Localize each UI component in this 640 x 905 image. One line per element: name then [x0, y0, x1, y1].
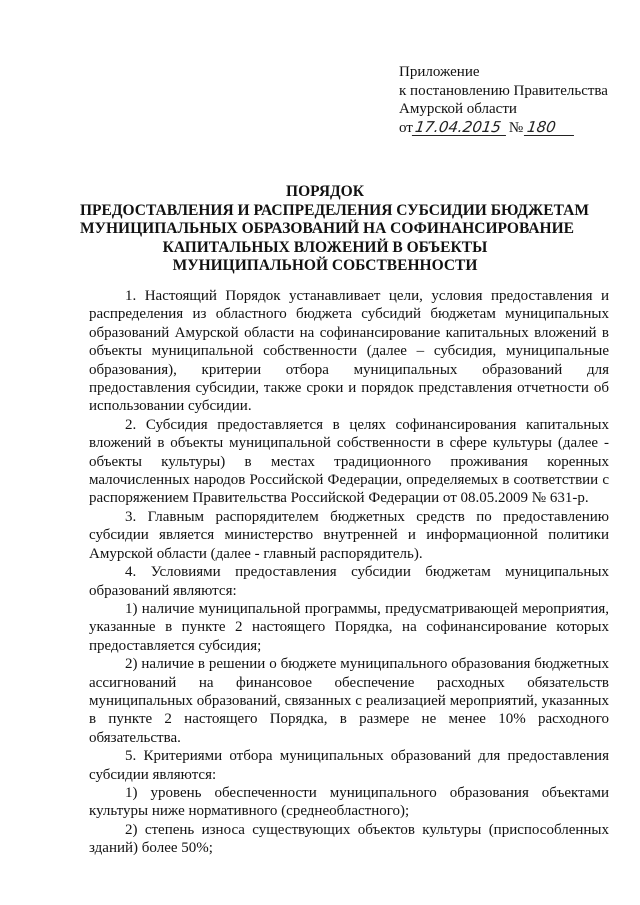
title-line: ПРЕДОСТАВЛЕНИЯ И РАСПРЕДЕЛЕНИЯ СУБСИДИИ БЮДЖЕТАМ [80, 201, 589, 219]
date-prefix: от [399, 119, 413, 136]
annex-date-number [399, 119, 629, 138]
annex-header [399, 63, 629, 137]
title-line: КАПИТАЛЬНЫХ ВЛОЖЕНИЙ В ОБЪЕКТЫ [162, 238, 488, 256]
document-title [80, 183, 589, 276]
paragraph-1: 1. Настоящий Порядок устанавливает цели, условия предоставления и распределения из областного бюджета субсидий бюджетам муниципальных образований Амурской области на софинансирование капитальных вложений в объекты муниципальной собственности (далее – субсидия, муниципальные образования), критерии отбора муниципальных образований для предоставления субсидии, также сроки и порядок представления отчетности об использовании субсидии. [89, 288, 609, 415]
annex-title: Приложение [399, 64, 480, 80]
annex-reference: к постановлению Правительства [399, 82, 608, 99]
title-line: ПОРЯДОК [286, 183, 364, 200]
handwritten-date: 17.04.2015 [412, 120, 508, 136]
paragraph-4: 4. Условиями предоставления субсидии бюджетам муниципальных образований являются: [89, 564, 609, 599]
handwritten-number: 180 [524, 120, 576, 136]
paragraph-4-item-2: 2) наличие в решении о бюджете муниципального образования бюджетных ассигнований на финансовое обеспечение расходных обязательств муниципальных образований, связанных с реализацией мероприятий, указанных в пункте 2 настоящего Порядка, в размере не менее 10% расходного обязательства. [89, 656, 609, 746]
paragraph-2: 2. Субсидия предоставляется в целях софинансирования капитальных вложений в объекты муниципальной собственности в сфере культуры (далее - объекты культуры) в местах традиционного проживания коренных малочисленных народов Российской Федерации, определяемых в соответствии с распоряжением Правительства Российской Федерации от 08.05.2009 № 631-р. [89, 416, 609, 507]
title-line: МУНИЦИПАЛЬНЫХ ОБРАЗОВАНИЙ НА СОФИНАНСИРОВАНИЕ [80, 220, 574, 237]
annex-region: Амурской области [399, 101, 517, 117]
document-body [89, 287, 609, 858]
number-sign: № [508, 119, 524, 136]
paragraph-5: 5. Критериями отбора муниципальных образований для предоставления субсидии являются: [89, 748, 609, 783]
paragraph-5-item-1: 1) уровень обеспеченности муниципального образования объектами культуры ниже нормативного (среднеобластного); [89, 784, 609, 820]
paragraph-4-item-1: 1) наличие муниципальной программы, предусматривающей мероприятия, указанные в пункте 2 настоящего Порядка, на софинансирование которых предоставляется субсидия; [89, 600, 609, 654]
paragraph-5-item-2: 2) степень износа существующих объектов культуры (приспособленных зданий) более 50%; [89, 821, 609, 857]
title-line: МУНИЦИПАЛЬНОЙ СОБСТВЕННОСТИ [172, 257, 478, 274]
paragraph-3: 3. Главным распорядителем бюджетных средств по предоставлению субсидии является министерство внутренней и информационной политики Амурской области (далее - главный распорядитель). [89, 508, 609, 562]
